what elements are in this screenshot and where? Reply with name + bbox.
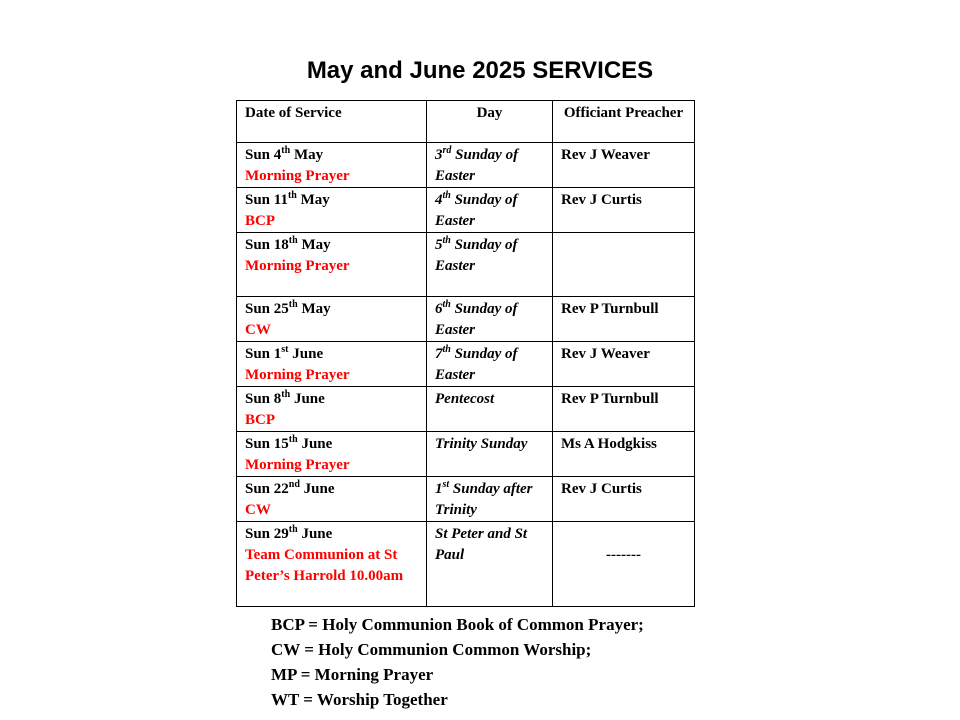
date-text: Sun 4 (245, 147, 282, 163)
officiant-cell (553, 342, 695, 387)
service-type: BCP (245, 412, 275, 428)
day-text: St Peter and St Paul (435, 526, 528, 563)
service-type: Team Communion at St Peter’s Harrold 10.00am (245, 547, 404, 584)
date-month: May (296, 192, 330, 208)
day-suffix: th (442, 190, 451, 201)
day-number: 1 (435, 481, 443, 497)
table-row (237, 432, 695, 477)
officiant-name: ------- (606, 547, 641, 563)
officiant-cell (553, 477, 695, 522)
day-cell (427, 297, 553, 342)
day-cell (427, 522, 553, 607)
table-row (237, 143, 695, 188)
officiant-cell (553, 432, 695, 477)
date-suffix: nd (288, 479, 300, 490)
date-month: June (288, 346, 324, 362)
service-type: CW (245, 502, 271, 518)
day-cell (427, 342, 553, 387)
table-row (237, 387, 695, 432)
table-row (237, 522, 695, 607)
day-text: Trinity Sunday (435, 436, 528, 452)
service-type: Morning Prayer (245, 258, 350, 274)
date-cell (237, 477, 427, 522)
services-table (236, 100, 695, 607)
header-date: Date of Service (237, 101, 427, 143)
day-text: Sunday of Easter (435, 192, 518, 229)
day-text: Sunday of Easter (435, 301, 518, 338)
date-cell (237, 297, 427, 342)
date-text: Sun 29 (245, 526, 289, 542)
officiant-cell (553, 297, 695, 342)
date-month: June (299, 481, 335, 497)
day-cell (427, 432, 553, 477)
legend (271, 612, 644, 712)
table-row (237, 297, 695, 342)
date-suffix: th (288, 235, 298, 246)
officiant-name: Rev J Curtis (561, 192, 642, 208)
service-type: Morning Prayer (245, 367, 350, 383)
header-day: Day (427, 101, 553, 143)
day-cell (427, 477, 553, 522)
date-suffix: th (288, 434, 298, 445)
officiant-name: Rev P Turnbull (561, 391, 659, 407)
day-text: Sunday of Easter (435, 237, 518, 274)
legend-item: BCP = Holy Communion Book of Common Prayer; (271, 615, 644, 634)
day-text: Sunday of Easter (435, 147, 519, 184)
day-number: 6 (435, 301, 443, 317)
service-type: Morning Prayer (245, 168, 350, 184)
legend-item: MP = Morning Prayer (271, 665, 434, 684)
date-suffix: th (287, 190, 297, 201)
date-cell (237, 233, 427, 297)
date-suffix: th (281, 389, 291, 400)
day-cell (427, 387, 553, 432)
officiant-name: Rev J Weaver (561, 346, 650, 362)
officiant-name: Rev P Turnbull (561, 301, 659, 317)
date-suffix: th (288, 299, 298, 310)
date-text: Sun 18 (245, 237, 289, 253)
date-suffix: th (281, 145, 291, 156)
page-title: May and June 2025 SERVICES (306, 57, 654, 84)
table-row (237, 233, 695, 297)
service-type: Morning Prayer (245, 457, 350, 473)
service-type: BCP (245, 213, 275, 229)
table-row (237, 342, 695, 387)
date-suffix: st (281, 344, 289, 355)
service-type: CW (245, 322, 271, 338)
day-number: 4 (435, 192, 443, 208)
date-month: May (297, 237, 331, 253)
officiant-cell (553, 188, 695, 233)
day-text: Sunday of Easter (435, 346, 518, 383)
date-text: Sun 22 (245, 481, 289, 497)
day-cell (427, 188, 553, 233)
date-cell (237, 342, 427, 387)
day-suffix: th (442, 299, 451, 310)
date-cell (237, 432, 427, 477)
day-suffix: th (442, 235, 451, 246)
officiant-name: Rev J Curtis (561, 481, 642, 497)
date-text: Sun 15 (245, 436, 289, 452)
date-cell (237, 387, 427, 432)
date-text: Sun 11 (245, 192, 288, 208)
date-text: Sun 8 (245, 391, 282, 407)
officiant-cell (553, 233, 695, 297)
legend-item: WT = Worship Together (271, 690, 448, 709)
header-officiant: Officiant Preacher (553, 101, 695, 143)
date-month: May (297, 301, 331, 317)
officiant-name: Rev J Weaver (561, 147, 650, 163)
officiant-cell (553, 387, 695, 432)
officiant-name: Ms A Hodgkiss (561, 436, 657, 452)
date-cell (237, 188, 427, 233)
date-text: Sun 1 (245, 346, 282, 362)
day-suffix: th (442, 344, 451, 355)
day-number: 7 (435, 346, 443, 362)
officiant-cell (553, 522, 695, 607)
date-cell (237, 143, 427, 188)
day-number: 5 (435, 237, 443, 253)
day-cell (427, 233, 553, 297)
table-row (237, 477, 695, 522)
day-text: Pentecost (435, 391, 495, 407)
date-month: June (290, 391, 325, 407)
day-cell (427, 143, 553, 188)
officiant-cell (553, 143, 695, 188)
date-text: Sun 25 (245, 301, 289, 317)
day-suffix: st (442, 479, 450, 490)
date-cell (237, 522, 427, 607)
day-number: 3 (435, 147, 443, 163)
date-month: June (297, 526, 333, 542)
legend-item: CW = Holy Communion Common Worship; (271, 640, 592, 659)
date-suffix: th (288, 524, 298, 535)
table-row (237, 188, 695, 233)
date-month: May (290, 147, 324, 163)
date-month: June (297, 436, 333, 452)
day-text: Sunday after Trinity (435, 481, 533, 518)
day-suffix: rd (442, 145, 452, 156)
table-header-row (237, 101, 695, 143)
